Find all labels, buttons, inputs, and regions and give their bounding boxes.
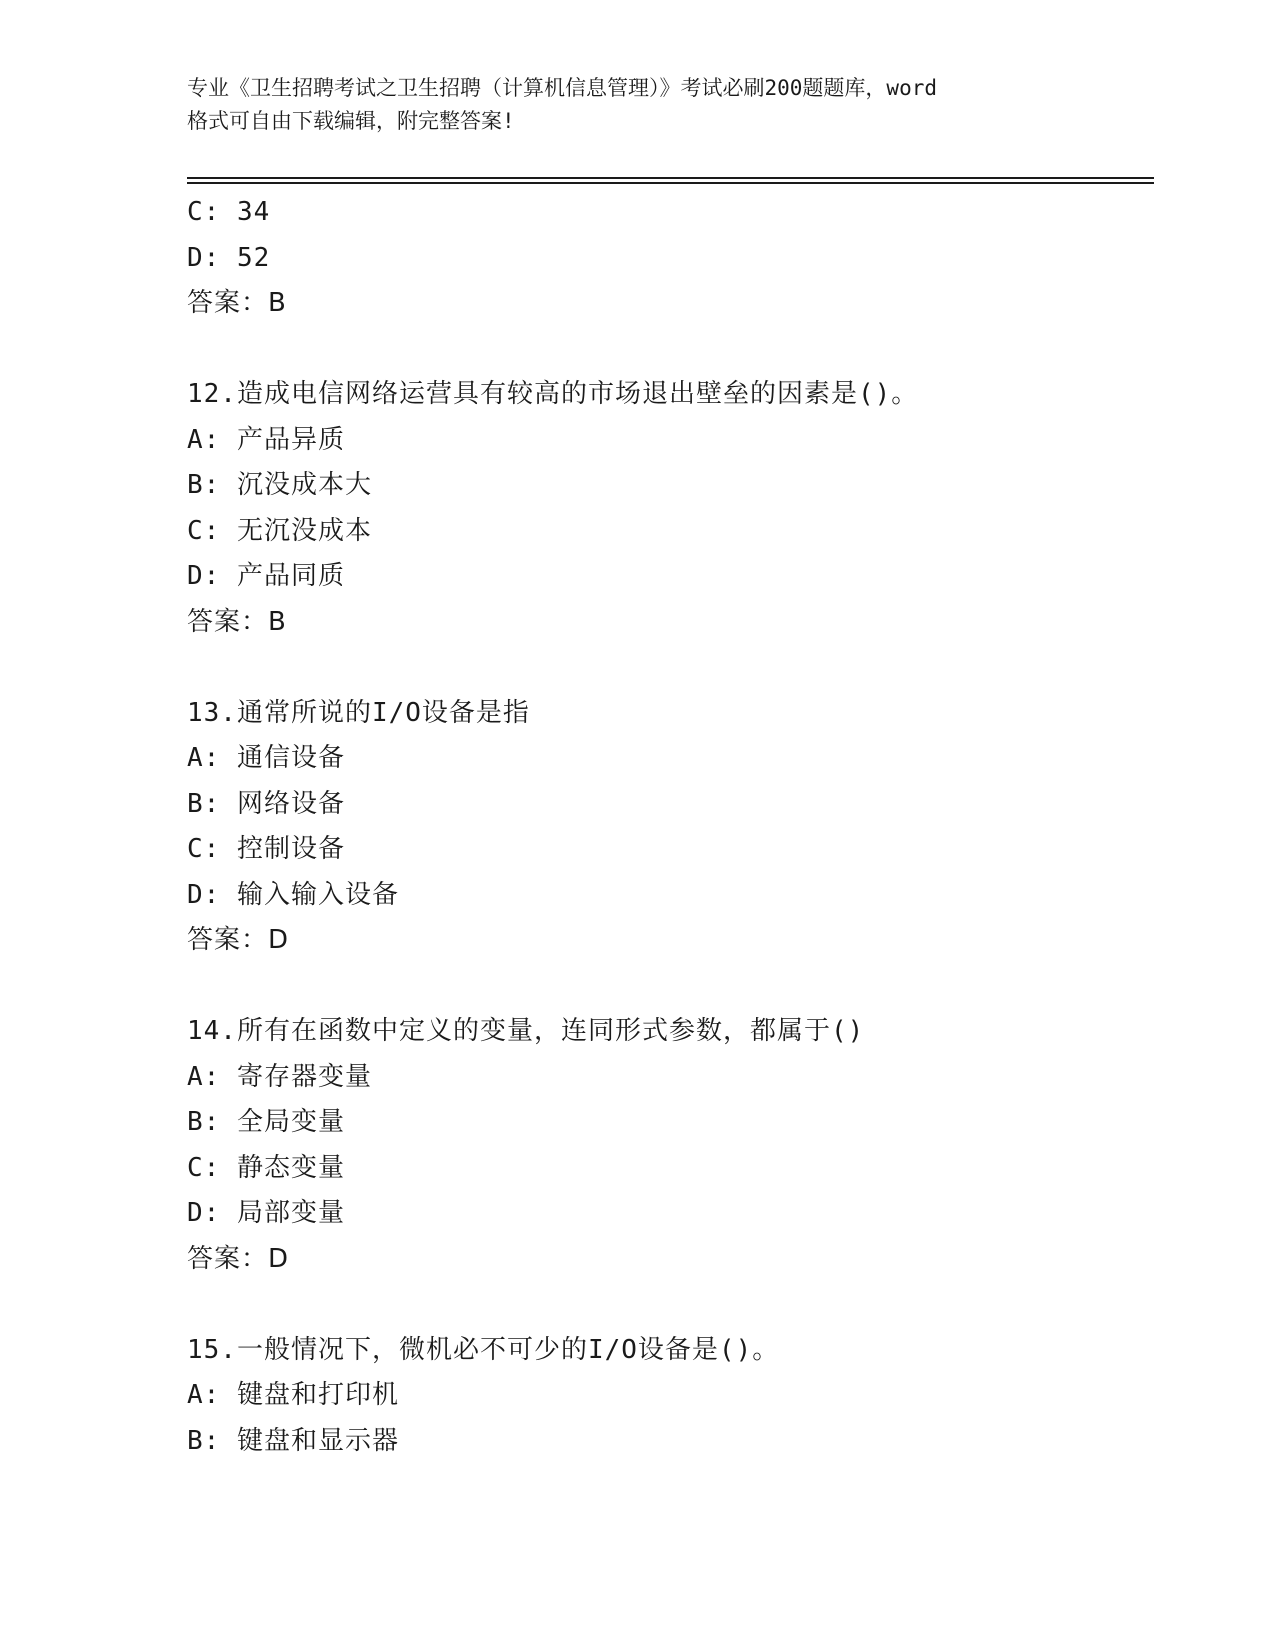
- header-rule-bottom: [187, 182, 1154, 184]
- option-a: A: 产品异质: [187, 424, 345, 455]
- option-a: A: 寄存器变量: [187, 1061, 372, 1092]
- answer-line: 答案：B: [187, 606, 287, 637]
- option-b: B: 沉没成本大: [187, 470, 372, 500]
- option-d: D: 局部变量: [187, 1198, 345, 1228]
- header-title-line1: 专业《卫生招聘考试之卫生招聘（计算机信息管理）》考试必刷200题题库，word: [187, 76, 937, 100]
- header-title-line2: 格式可自由下载编辑，附完整答案!: [187, 109, 515, 133]
- option-b: B: 键盘和显示器: [187, 1425, 399, 1456]
- question-stem: 13.通常所说的I/O设备是指: [187, 697, 530, 728]
- question-block-12: [187, 372, 1147, 645]
- question-block-14: [187, 1009, 1147, 1282]
- answer-line: 答案：D: [187, 1243, 290, 1274]
- option-c: C: 静态变量: [187, 1152, 345, 1183]
- question-block-previous: [187, 190, 1147, 327]
- option-b: B: 全局变量: [187, 1107, 345, 1137]
- option-c: C: 34: [187, 197, 271, 227]
- document-header: [187, 72, 1087, 138]
- option-d: D: 52: [187, 242, 271, 273]
- option-d: D: 产品同质: [187, 561, 345, 591]
- option-d: D: 输入输入设备: [187, 879, 399, 910]
- answer-line: 答案：B: [187, 288, 287, 318]
- question-block-13: [187, 691, 1147, 964]
- header-rule-top: [187, 177, 1154, 179]
- question-block-15: [187, 1328, 1147, 1465]
- question-list: [187, 190, 1147, 1464]
- option-a: A: 键盘和打印机: [187, 1380, 399, 1410]
- option-c: C: 控制设备: [187, 834, 345, 864]
- answer-line: 答案：D: [187, 925, 290, 955]
- question-stem: 12.造成电信网络运营具有较高的市场退出壁垒的因素是()。: [187, 379, 919, 409]
- option-c: C: 无沉没成本: [187, 515, 372, 546]
- question-stem: 14.所有在函数中定义的变量，连同形式参数，都属于(): [187, 1016, 865, 1046]
- option-a: A: 通信设备: [187, 743, 345, 773]
- option-b: B: 网络设备: [187, 788, 345, 819]
- question-stem: 15.一般情况下，微机必不可少的I/O设备是()。: [187, 1334, 780, 1365]
